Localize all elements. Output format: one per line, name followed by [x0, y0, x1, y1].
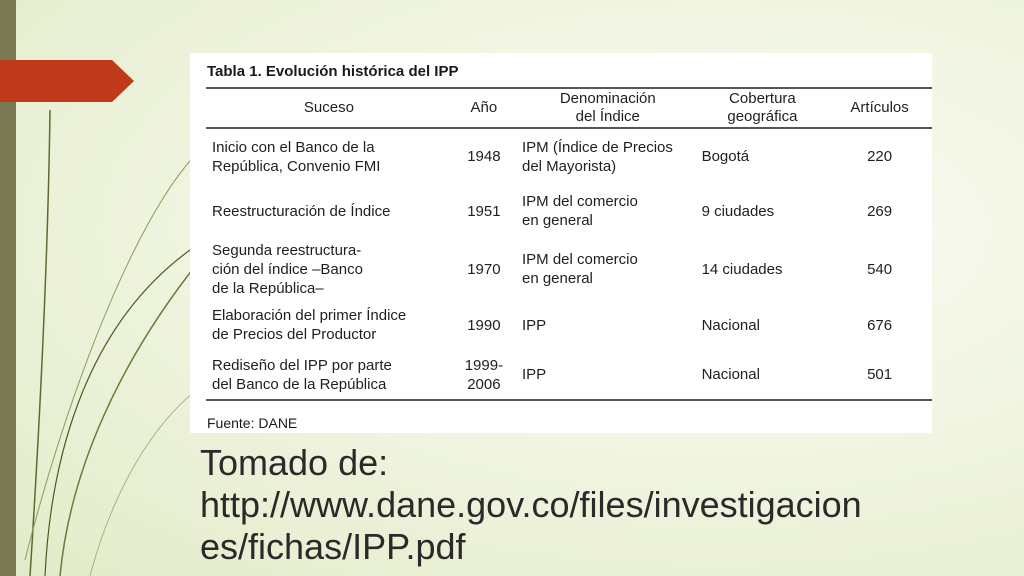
- cell-suceso: Rediseño del IPP por parte del Banco de la República: [206, 350, 450, 400]
- caption: [200, 442, 960, 568]
- header-denominacion: Denominación del Índice: [518, 88, 698, 128]
- cell-articulos: 269: [867, 202, 893, 220]
- cell-cobertura: 9 ciudades: [701, 202, 775, 220]
- cell-anio: 1948: [467, 148, 501, 165]
- table-image: [190, 53, 932, 433]
- cell-denominacion: IPM del comercio en general: [521, 251, 638, 287]
- cell-articulos: 676: [867, 316, 893, 334]
- cell-suceso: Segunda reestructura- ción del índice –Banco de la República–: [212, 241, 363, 297]
- cell-articulos: 220: [867, 148, 893, 165]
- header-suceso: Suceso: [206, 88, 450, 128]
- cell-suceso: Reestructuración de Índice: [212, 202, 391, 220]
- caption-url-line[interactable]: http://www.dane.gov.co/files/investigacion: [200, 484, 862, 525]
- cell-anio: 1970: [467, 260, 501, 278]
- cell-anio: 1990: [467, 316, 501, 334]
- data-table: [206, 87, 932, 401]
- cell-articulos: 540: [867, 260, 893, 278]
- cell-suceso: Inicio con el Banco de la República, Convenio FMI: [212, 138, 381, 175]
- cell-denominacion: IPM (Índice de Precios del Mayorista): [521, 138, 673, 175]
- cell-denominacion: IPM del comercio en general: [521, 193, 638, 229]
- table-row: [206, 300, 932, 350]
- header-articulos: Artículos: [827, 88, 932, 128]
- header-cobertura: Cobertura geográfica: [698, 88, 828, 128]
- cell-denominacion: IPP: [518, 350, 698, 400]
- cell-denominacion: IPP: [521, 316, 547, 334]
- cell-suceso: Elaboración del primer Índice de Precios del Productor: [212, 307, 407, 343]
- table-source: Fuente: DANE: [207, 415, 298, 431]
- caption-url-line[interactable]: es/fichas/IPP.pdf: [200, 526, 466, 567]
- arrow-marker: [0, 58, 136, 104]
- cell-cobertura: Nacional: [701, 316, 760, 334]
- table-title: Tabla 1. Evolución histórica del IPP: [207, 63, 459, 80]
- table-row: [206, 128, 932, 184]
- header-anio: Año: [450, 88, 518, 128]
- caption-line: Tomado de:: [200, 442, 389, 483]
- cell-cobertura: Bogotá: [701, 148, 750, 165]
- cell-anio: 1951: [467, 202, 501, 220]
- cell-articulos: 501: [827, 350, 932, 400]
- cell-cobertura: Nacional: [698, 350, 828, 400]
- table-row: [206, 184, 932, 238]
- table-row: [206, 350, 932, 400]
- cell-anio: 1999- 2006: [450, 350, 518, 400]
- cell-cobertura: 14 ciudades: [701, 260, 783, 278]
- table-row: [206, 238, 932, 300]
